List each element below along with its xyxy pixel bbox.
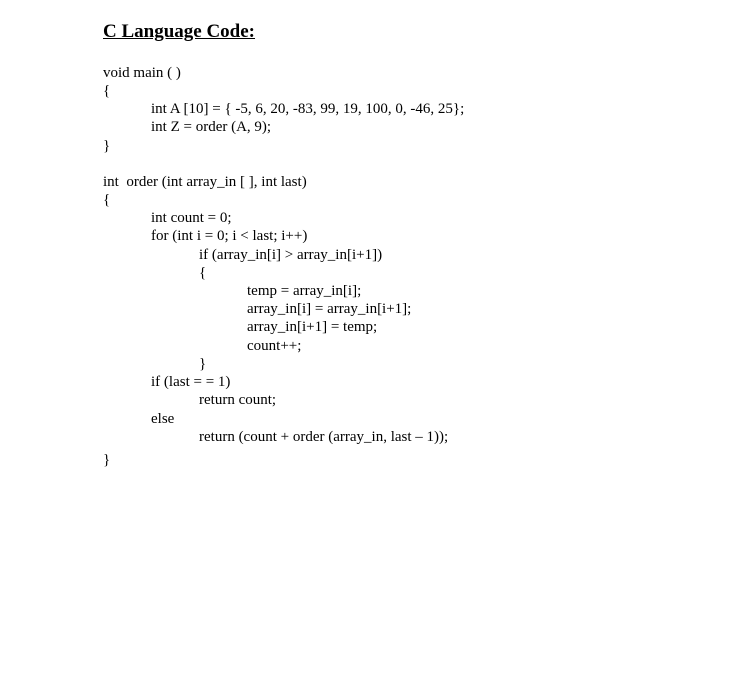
code-line: array_in[i+1] = temp; — [247, 319, 378, 335]
code-line: array_in[i] = array_in[i+1]; — [247, 301, 412, 317]
code-line: int A [10] = { -5, 6, 20, -83, 99, 19, 100, 0, -46, 25}; — [151, 101, 465, 117]
code-line: count++; — [247, 338, 302, 354]
code-line: else — [151, 411, 175, 427]
code-line: } — [103, 138, 111, 154]
code-line: return count; — [199, 392, 277, 408]
code-line: if (last = = 1) — [151, 374, 231, 390]
code-line: } — [103, 452, 111, 468]
code-line: for (int i = 0; i < last; i++) — [151, 228, 308, 244]
code-line: void main ( ) — [103, 65, 181, 81]
code-line: int Z = order (A, 9); — [151, 119, 272, 135]
code-line: return (count + order (array_in, last – 1)); — [199, 429, 449, 445]
code-line: temp = array_in[i]; — [247, 283, 362, 299]
code-line: if (array_in[i] > array_in[i+1]) — [199, 247, 383, 263]
code-line: { — [103, 83, 111, 99]
code-line: { — [199, 265, 207, 281]
code-line: int count = 0; — [151, 210, 232, 226]
code-line: { — [103, 192, 111, 208]
code-line: } — [199, 356, 207, 372]
page-title: C Language Code: — [103, 21, 256, 42]
code-line: int order (int array_in [ ], int last) — [103, 174, 307, 190]
